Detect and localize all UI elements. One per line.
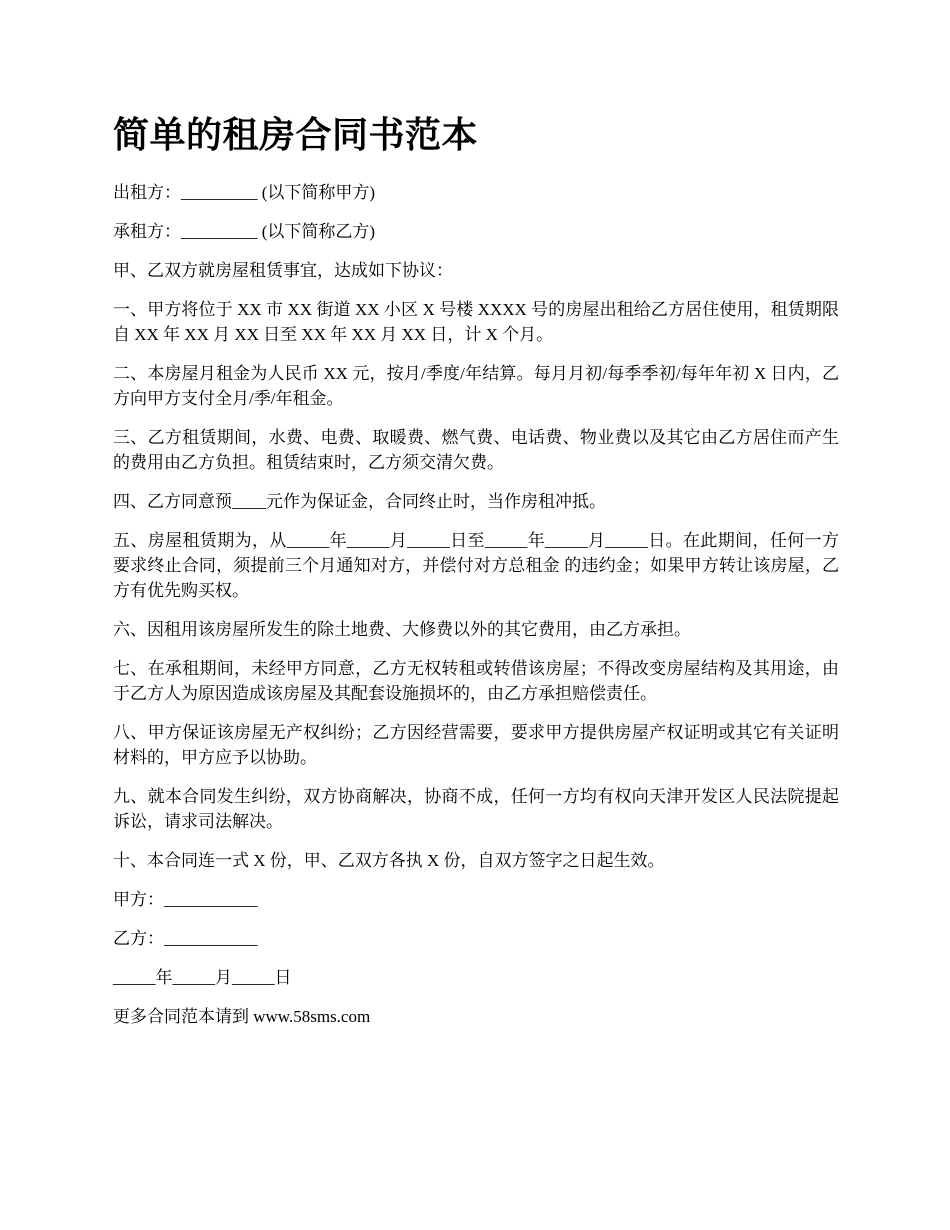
signing-date: _____年_____月_____日 (113, 968, 292, 987)
clause-8: 八、甲方保证该房屋无产权纠纷；乙方因经营需要，要求甲方提供房屋产权证明或其它有关证明材料的，甲方应予以协助。 (113, 723, 839, 767)
lessor-line: 出租方：_________ (以下简称甲方) (113, 183, 376, 202)
lessee-line: 承租方：_________ (以下简称乙方) (113, 222, 376, 241)
party-a-signature: 甲方：___________ (113, 890, 258, 909)
party-b-signature: 乙方：___________ (113, 929, 258, 948)
clause-5: 五、房屋租赁期为，从_____年_____月_____日至_____年_____月_____日。在此期间，任何一方要求终止合同，须提前三个月通知对方，并偿付对方总租金 的违约金；如果甲方转让该房屋，乙方有优先购买权。 (113, 531, 839, 600)
clause-2: 二、本房屋月租金为人民币 XX 元，按月/季度/年结算。每月月初/每季季初/每年年初 X 日内，乙方向甲方支付全月/季/年租金。 (113, 364, 839, 408)
clause-10: 十、本合同连一式 X 份，甲、乙双方各执 X 份，自双方签字之日起生效。 (113, 851, 665, 870)
clause-4: 四、乙方同意预____元作为保证金，合同终止时，当作房租冲抵。 (113, 492, 606, 511)
clause-1: 一、甲方将位于 XX 市 XX 街道 XX 小区 X 号楼 XXXX 号的房屋出租给乙方居住使用，租赁期限自 XX 年 XX 月 XX 日至 XX 年 XX 月 XX 日，计 X 个月。 (113, 300, 839, 344)
document-title: 简单的租房合同书范本 (113, 115, 479, 156)
clause-9: 九、就本合同发生纠纷，双方协商解决，协商不成，任何一方均有权向天津开发区人民法院提起诉讼，请求司法解决。 (113, 787, 839, 831)
agreement-intro: 甲、乙双方就房屋租赁事宜，达成如下协议： (113, 261, 453, 280)
clause-7: 七、在承租期间，未经甲方同意，乙方无权转租或转借该房屋；不得改变房屋结构及其用途，由于乙方人为原因造成该房屋及其配套设施损坏的，由乙方承担赔偿责任。 (113, 659, 839, 703)
clause-6: 六、因租用该房屋所发生的除土地费、大修费以外的其它费用，由乙方承担。 (113, 620, 691, 639)
more-templates-note: 更多合同范本请到 www.58sms.com (113, 1007, 371, 1026)
clause-3: 三、乙方租赁期间，水费、电费、取暖费、燃气费、电话费、物业费以及其它由乙方居住而产生的费用由乙方负担。租赁结束时，乙方须交清欠费。 (113, 428, 839, 472)
document-body (113, 180, 839, 1043)
